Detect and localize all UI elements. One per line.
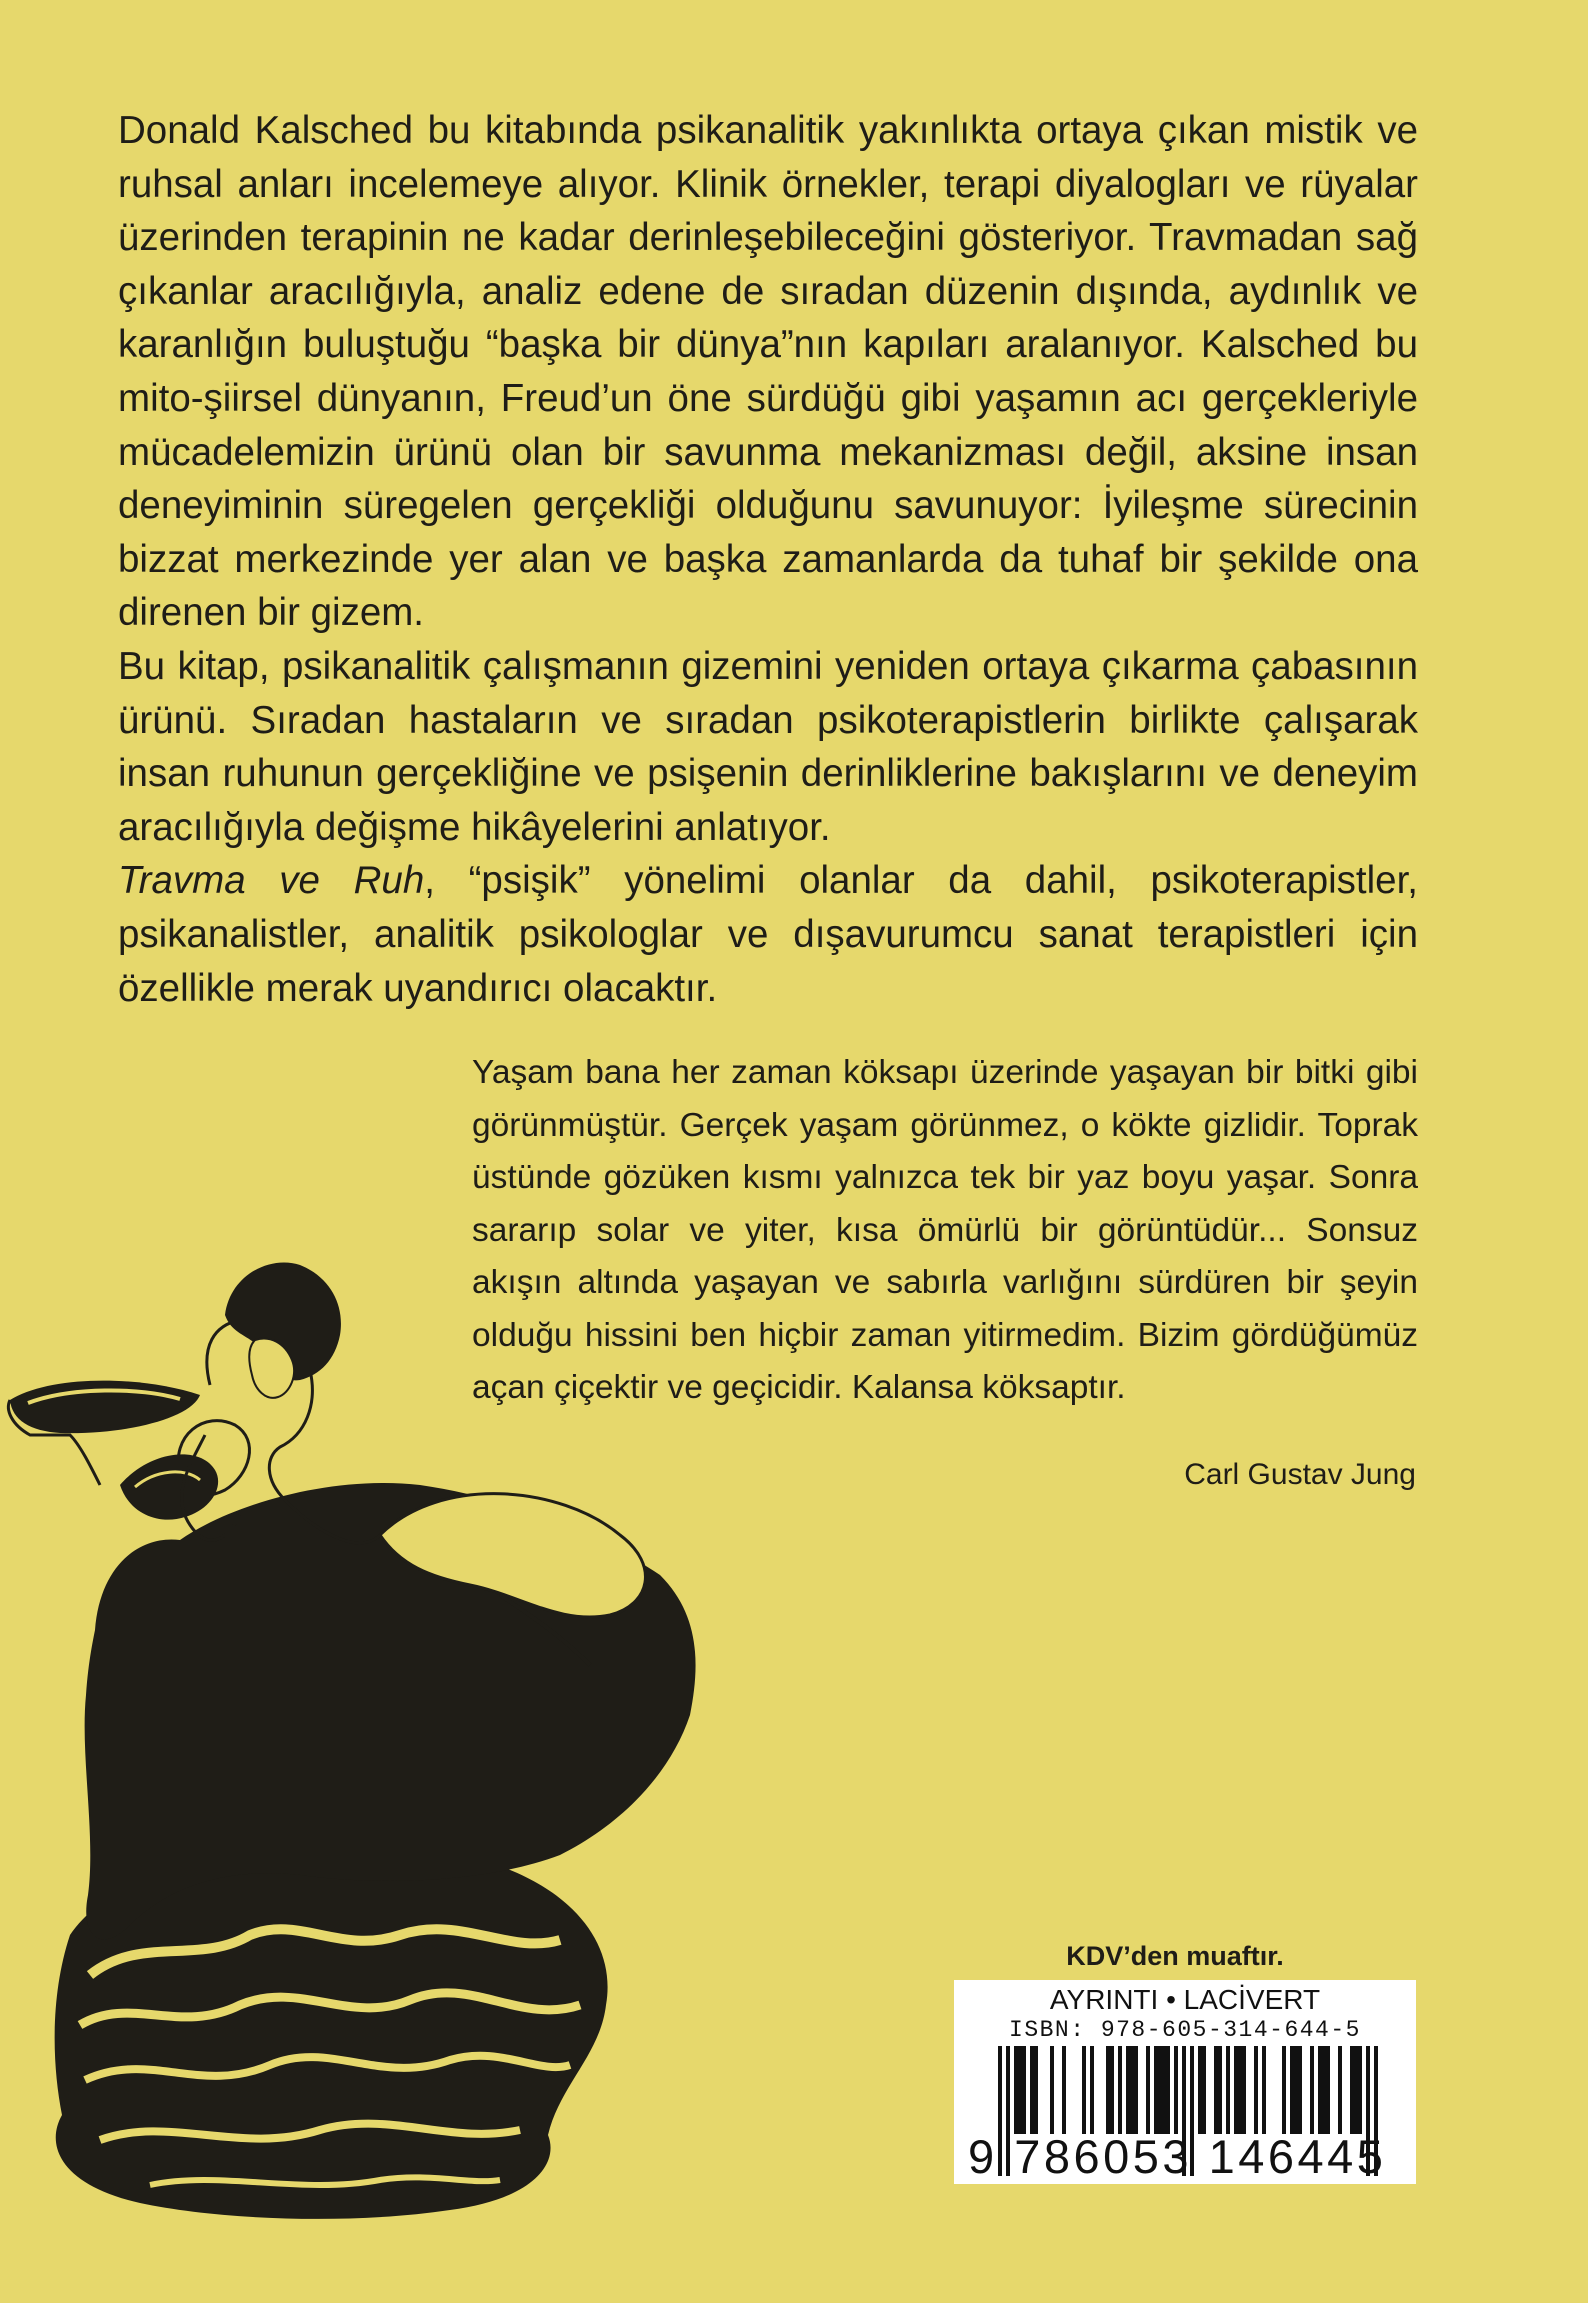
barcode-bar	[1034, 2046, 1038, 2134]
barcode-bar	[1018, 2046, 1022, 2134]
barcode-bar	[1198, 2046, 1202, 2134]
barcode-bar	[1310, 2046, 1314, 2134]
book-description	[118, 104, 1418, 1015]
barcode-bar	[1282, 2046, 1286, 2134]
barcode-bar	[1062, 2046, 1066, 2134]
barcode-bar	[1090, 2046, 1094, 2134]
publisher-series: AYRINTI • LACİVERT	[1049, 1984, 1321, 2015]
barcode-bar	[1146, 2046, 1150, 2134]
statue-illustration	[0, 1235, 780, 2235]
barcode-bar	[1030, 2046, 1034, 2134]
barcode-bar	[1298, 2046, 1302, 2134]
barcode-bar	[1322, 2046, 1326, 2134]
barcode-bar	[1134, 2046, 1138, 2134]
barcode-bar	[1166, 2046, 1170, 2134]
description-paragraph-3-rest: , “psişik” yönelimi olanlar da dahil, psikoterapistler, psikanalistler, analitik psikologlar ve dışavurumcu sanat terapistleri için özellikle merak uyandırıcı olacaktır.	[118, 859, 1418, 1010]
barcode-label	[954, 1980, 1416, 2184]
barcode-bar	[1154, 2046, 1158, 2134]
barcode-bar	[1014, 2046, 1018, 2134]
isbn-number: ISBN: 978-605-314-644-5	[1009, 2017, 1361, 2043]
barcode-bar	[1326, 2046, 1330, 2134]
barcode-bar	[1350, 2046, 1354, 2134]
book-title-italic: Travma ve Ruh	[118, 859, 425, 903]
barcode-bar	[1050, 2046, 1054, 2134]
barcode-bar	[1126, 2046, 1130, 2134]
quote-author: Carl Gustav Jung	[1184, 1458, 1416, 1491]
barcode-bar	[1022, 2046, 1026, 2134]
barcode-bar	[1118, 2046, 1122, 2134]
barcode-bar	[1110, 2046, 1114, 2134]
barcode-bar	[1162, 2046, 1166, 2134]
barcode-bar	[1082, 2046, 1086, 2134]
vat-exempt-note: KDV’den muaftır.	[1066, 1941, 1284, 1971]
barcode-bar	[1214, 2046, 1218, 2134]
barcode-bar	[1106, 2046, 1110, 2134]
description-paragraph-3	[118, 854, 1418, 1015]
barcode-bar	[1158, 2046, 1162, 2134]
barcode-bar	[1234, 2046, 1238, 2134]
barcode-bar	[1174, 2046, 1178, 2134]
barcode-bar	[1338, 2046, 1342, 2134]
barcode-bar	[1354, 2046, 1358, 2134]
barcode-bar	[1358, 2046, 1362, 2134]
barcode-bar	[1262, 2046, 1266, 2134]
barcode-bar	[1130, 2046, 1134, 2134]
barcode-bar	[1318, 2046, 1322, 2134]
jung-quote: Yaşam bana her zaman köksapı üzerinde yaşayan bir bitki gibi görünmüştür. Gerçek yaşam görünmez, o kökte gizlidir. Toprak üstünde gözüken kısmı yalnızca tek bir yaz boyu yaşar. Sonra sararıp solar ve yiter, kısa ömürlü bir görüntüdür... Sonsuz akışın altında yaşayan ve sabırla varlığını sürdüren bir şeyin olduğu hissini ben hiçbir zaman yitirmedim. Bizim gördüğümüz açan çiçektir ve geçicidir. Kalansa köksaptır.	[472, 1054, 1418, 1406]
barcode-bar	[1294, 2046, 1298, 2134]
barcode-bar	[1218, 2046, 1222, 2134]
ean-digits: 9 786053 146445	[968, 2130, 1387, 2183]
barcode-bar	[1226, 2046, 1230, 2134]
barcode-bar	[1242, 2046, 1246, 2134]
barcode-bar	[1290, 2046, 1294, 2134]
barcode-bar	[1254, 2046, 1258, 2134]
barcode-bar	[1238, 2046, 1242, 2134]
description-paragraph-1: Donald Kalsched bu kitabında psikanalitik yakınlıkta ortaya çıkan mistik ve ruhsal anları incelemeye alıyor. Klinik örnekler, terapi diyalogları ve rüyalar üzerinden terapinin ne kadar derinleşebileceğini gösteriyor. Travmadan sağ çıkanlar aracılığıyla, analiz edene de sıradan düzenin dışında, aydınlık ve karanlığın buluştuğu “başka bir dünya”nın kapıları aralanıyor. Kalsched bu mito-şiirsel dünyanın, Freud’un öne sürdüğü gibi yaşamın acı gerçekleriyle mücadelemizin ürünü olan bir savunma mekanizması değil, aksine insan deneyiminin süregelen gerçekliği olduğunu savunuyor: İyileşme sürecinin bizzat merkezinde yer alan ve başka zamanlarda da tuhaf bir şekilde ona direnen bir gizem.	[118, 109, 1418, 635]
barcode-bar	[1202, 2046, 1206, 2134]
description-paragraph-2: Bu kitap, psikanalitik çalışmanın gizemini yeniden ortaya çıkarma çabasının ürünü. Sıradan hastaların ve sıradan psikoterapistlerin birlikte çalışarak insan ruhunun gerçekliğine ve psişenin derinliklerine bakışlarını ve deneyim aracılığıyla değişme hikâyelerini anlatıyor.	[118, 644, 1418, 849]
